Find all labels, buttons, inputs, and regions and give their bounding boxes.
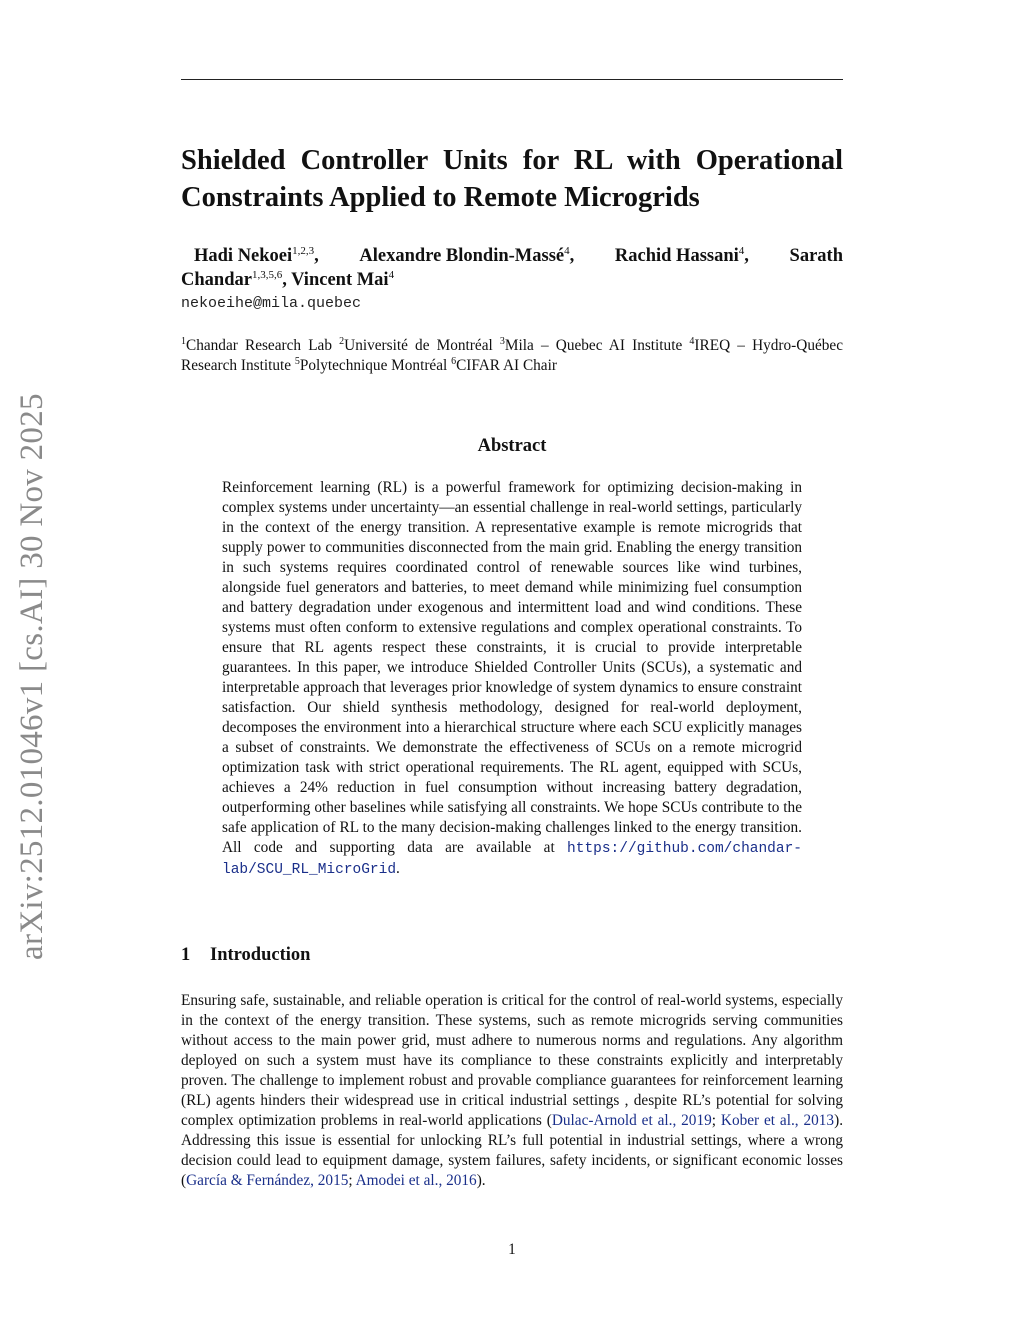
author-5 <box>291 270 394 290</box>
author-4-first: Sarath <box>789 246 843 266</box>
author-3-name: Rachid Hassani <box>614 246 739 266</box>
page-number: 1 <box>508 1241 516 1258</box>
author-5-name: Vincent Mai <box>291 270 389 290</box>
affil-num: 5 <box>294 356 300 367</box>
affil-text: IREQ – Hydro-Québec Research Institute <box>181 337 843 374</box>
top-rule <box>181 79 843 80</box>
section-title: Introduction <box>210 945 311 965</box>
author-5-affil: 4 <box>388 269 395 281</box>
author-2-name: Alexandre Blondin-Massé <box>359 246 565 266</box>
affil-num: 1 <box>181 336 186 347</box>
affil-num: 3 <box>499 336 505 347</box>
contact-email[interactable]: nekoeihe@mila.quebec <box>181 295 362 312</box>
author-1-name: Hadi Nekoei <box>194 246 293 266</box>
affil-text: Chandar Research Lab <box>186 337 332 354</box>
title-line-2: Constraints Applied to Remote Microgrids <box>181 182 700 213</box>
section-number: 1 <box>181 945 191 965</box>
title-line-1: Shielded Controller Units for RL with Operational <box>181 145 843 176</box>
citation-separator: ; <box>711 1112 721 1129</box>
citation-link[interactable]: García & Fernández, 2015 <box>186 1172 349 1189</box>
section-heading-introduction <box>181 945 310 966</box>
affil-text: Mila – Quebec AI Institute <box>504 337 683 354</box>
abstract-heading: Abstract <box>477 436 547 456</box>
author-3-affil: 4 <box>738 245 745 257</box>
affil-text: Université de Montréal <box>344 337 493 354</box>
author-2: Alexandre Blondin-Massé$^4$, <box>359 245 575 266</box>
affil-num: 2 <box>339 336 345 347</box>
affil-text: Polytechnique Montréal <box>299 357 448 374</box>
affiliations <box>181 336 843 376</box>
author-list: Hadi Nekoei$^{1,2,3}$, Alexandre Blondin-Massé$^4$, Rachid Hassani$^4$, Sarath Chandar$^{1,3,5,6}$, Vincent Mai$^4$ <box>181 245 843 290</box>
abstract-end: . <box>396 860 400 877</box>
affil-text: CIFAR AI Chair <box>456 357 557 374</box>
affil-num: 4 <box>689 336 695 347</box>
affil-num: 6 <box>451 356 457 367</box>
abstract-text: Reinforcement learning (RL) is a powerful framework for optimizing decision-making in complex systems under uncertainty—an essential challenge in real-world settings, particularly in the context of the energy transition. A representative example is remote microgrids that supply power to communities disconnected from the main grid. Enabling the energy transition in such systems requires coordinated control of renewable sources like wind turbines, alongside fuel generators and batteries, to meet demand while minimizing fuel consumption and battery degradation under exogenous and intermittent load and wind conditions. These systems must often conform to extensive regulations and complex operational constraints. To ensure that RL agents respect these constraints, it is crucial to provide interpretable guarantees. In this paper, we introduce Shielded Controller Units (SCUs), a systematic and interpretable approach that leverages prior knowledge of system dynamics to ensure constraint satisfaction. Our shield synthesis methodology, designed for real-world deployment, decomposes the environment into a hierarchical structure where each SCU explicitly manages a subset of constraints. We demonstrate the effectiveness of SCUs on a remote microgrid optimization task with strict operational requirements. The RL agent, equipped with SCUs, achieves a 24% reduction in fuel consumption without increasing battery degradation, outperforming other baselines while satisfying all constraints. We hope SCUs contribute to the safe application of RL to the many decision-making challenges linked to the energy transition. All code and supporting data are available at <box>222 479 802 856</box>
citation-link[interactable]: Dulac-Arnold et al., 2019 <box>551 1112 712 1129</box>
intro-text-1: Ensuring safe, sustainable, and reliable operation is critical for the control of real-world systems, especially in the context of the energy transition. These systems, such as remote microgrids serving communities without access to the main power grid, must adhere to numerous norms and regulations. Any algorithm deployed on such a system must have its compliance to these constraints explicitly and interpretably proven. The challenge to implement robust and provable compliance guarantees for reinforcement learning (RL) agents hinders their widespread use in critical industrial settings , despite RL’s potential for solving complex optimization problems in real-world applications ( <box>181 992 843 1129</box>
paper-title <box>181 142 843 216</box>
author-2-affil: 4 <box>564 245 570 257</box>
author-4-affil: 1,3,5,6 <box>251 269 283 281</box>
introduction-paragraph <box>181 991 843 1191</box>
author-4-last: Chandar <box>181 270 252 290</box>
author-1-affil: 1,2,3 <box>292 245 315 257</box>
code-repository-link[interactable]: https://github.com/chandar-lab/SCU_RL_MicroGrid <box>222 841 802 878</box>
intro-text-2: ). Addressing this issue is essential for unlocking RL’s full potential in industrial settings, where a wrong decision could lead to equipment damage, system failures, safety incidents, or significant economic losses ( <box>181 1112 844 1189</box>
intro-text-3: ). <box>476 1172 486 1189</box>
citation-separator: ; <box>348 1172 356 1189</box>
arxiv-identifier-stamp: arXiv:2512.01046v1 [cs.AI] 30 Nov 2025 <box>14 393 50 960</box>
citation-link[interactable]: Amodei et al., 2016 <box>355 1172 477 1189</box>
citation-link[interactable]: Kober et al., 2013 <box>720 1112 835 1129</box>
abstract-body <box>222 478 802 880</box>
author-1: Hadi Nekoei$^{1,2,3}$, <box>194 245 319 266</box>
author-3: Rachid Hassani$^4$, <box>614 245 749 266</box>
